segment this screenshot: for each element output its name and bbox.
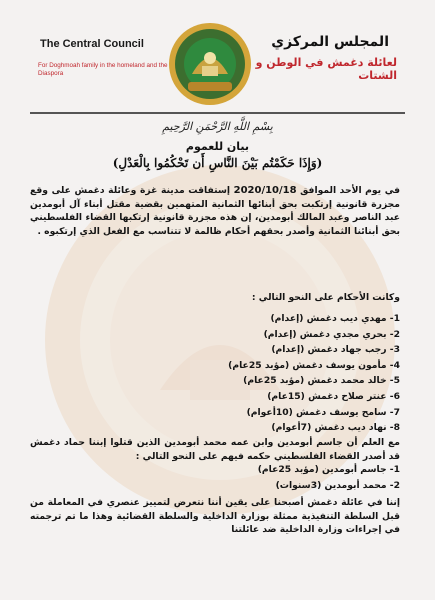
list-item: 1- جاسم أبومدين (مؤبد 25عام)	[257, 464, 400, 475]
rulings-intro: وكانت الأحكام على النحو التالي :	[251, 292, 400, 303]
list-item: 1- مهدي ديب دغمش (إعدام)	[270, 313, 400, 324]
paragraph-comparison: مع العلم أن جاسم أبومدين وابن عمه محمد أبومدين الذين قتلوا إبننا حماد دغمش قد أصدر القضاء الفلسطيني حكمه فيهم على النحو التالي :	[30, 437, 400, 462]
quran-verse: (وَإِذَا حَكَمْتُم بَيْنَ النَّاسِ أَن تَحْكُمُوا بِالْعَدْلِ)	[112, 156, 323, 170]
paragraph-intro: في يوم الأحد الموافق 2020/10/18 إستفاقت مدينة غزة وعائلة دغمش على وقع مجزرة قانونية إرتكبت بحق أبنائها الثمانية المتهمين بقضية مقتل أبناء آل أبومدين عبد الناصر وعبد المالك أبومدين، إن هذه مجزرة قانونية إرتكبها القضاء الفلسطيني بحق أبنائنا الثمانية وأصدر بحقهم أحكام ظالمة لا تتناسب مع الفعل الذي إرتكبوه .	[30, 185, 401, 237]
rulings-list	[30, 311, 400, 436]
list-item: 2- بحري مجدي دغمش (إعدام)	[263, 328, 400, 340]
council-name-ar: المجلس المركزي	[271, 34, 389, 50]
basmala: بِسْمِ اللَّهِ الرَّحْمَنِ الرَّحِيمِ	[162, 120, 273, 133]
list-item: 3- رجب جهاد دغمش (إعدام)	[271, 344, 400, 356]
paragraph-conclusion: إننا في عائلة دغمش أصبحنا على يقين أننا نتعرض لتمييز عنصري في المعاملة من قبل السلطة التنفيذية ممثلة بوزارة الداخلية والسلطة القضائية وهذا ما تم ترجمته في إجراءات وزارة الداخلية ضد عائلتنا	[30, 497, 400, 536]
council-subtitle-ar: لعائلة دغمش في الوطن و الشتات	[255, 56, 397, 82]
council-name-en: The Central Council	[40, 38, 144, 50]
list-item: 4- مأمون يوسف دغمش (مؤبد 25عام)	[228, 359, 400, 371]
list-item: 6- عنتر صلاح دغمش (15عام)	[267, 390, 400, 402]
list-item: 5- خالد محمد دغمش (مؤبد 25عام)	[243, 375, 400, 387]
rulings-list-2	[30, 462, 400, 493]
incident-date: 2020/10/18	[233, 185, 297, 196]
list-item: 2- محمد أبومدين (3سنوات)	[275, 479, 400, 491]
council-logo	[168, 22, 252, 106]
header-divider	[30, 112, 405, 114]
council-subtitle-en: For Doghmoah family in the homeland and the Diaspora	[38, 62, 168, 77]
list-item: 7- سامح يوسف دغمش (10أعوام)	[246, 406, 400, 418]
list-item: 8- نهاد ديب دغمش (7أعوام)	[271, 422, 400, 434]
statement-title: بيان للعموم	[185, 140, 250, 153]
